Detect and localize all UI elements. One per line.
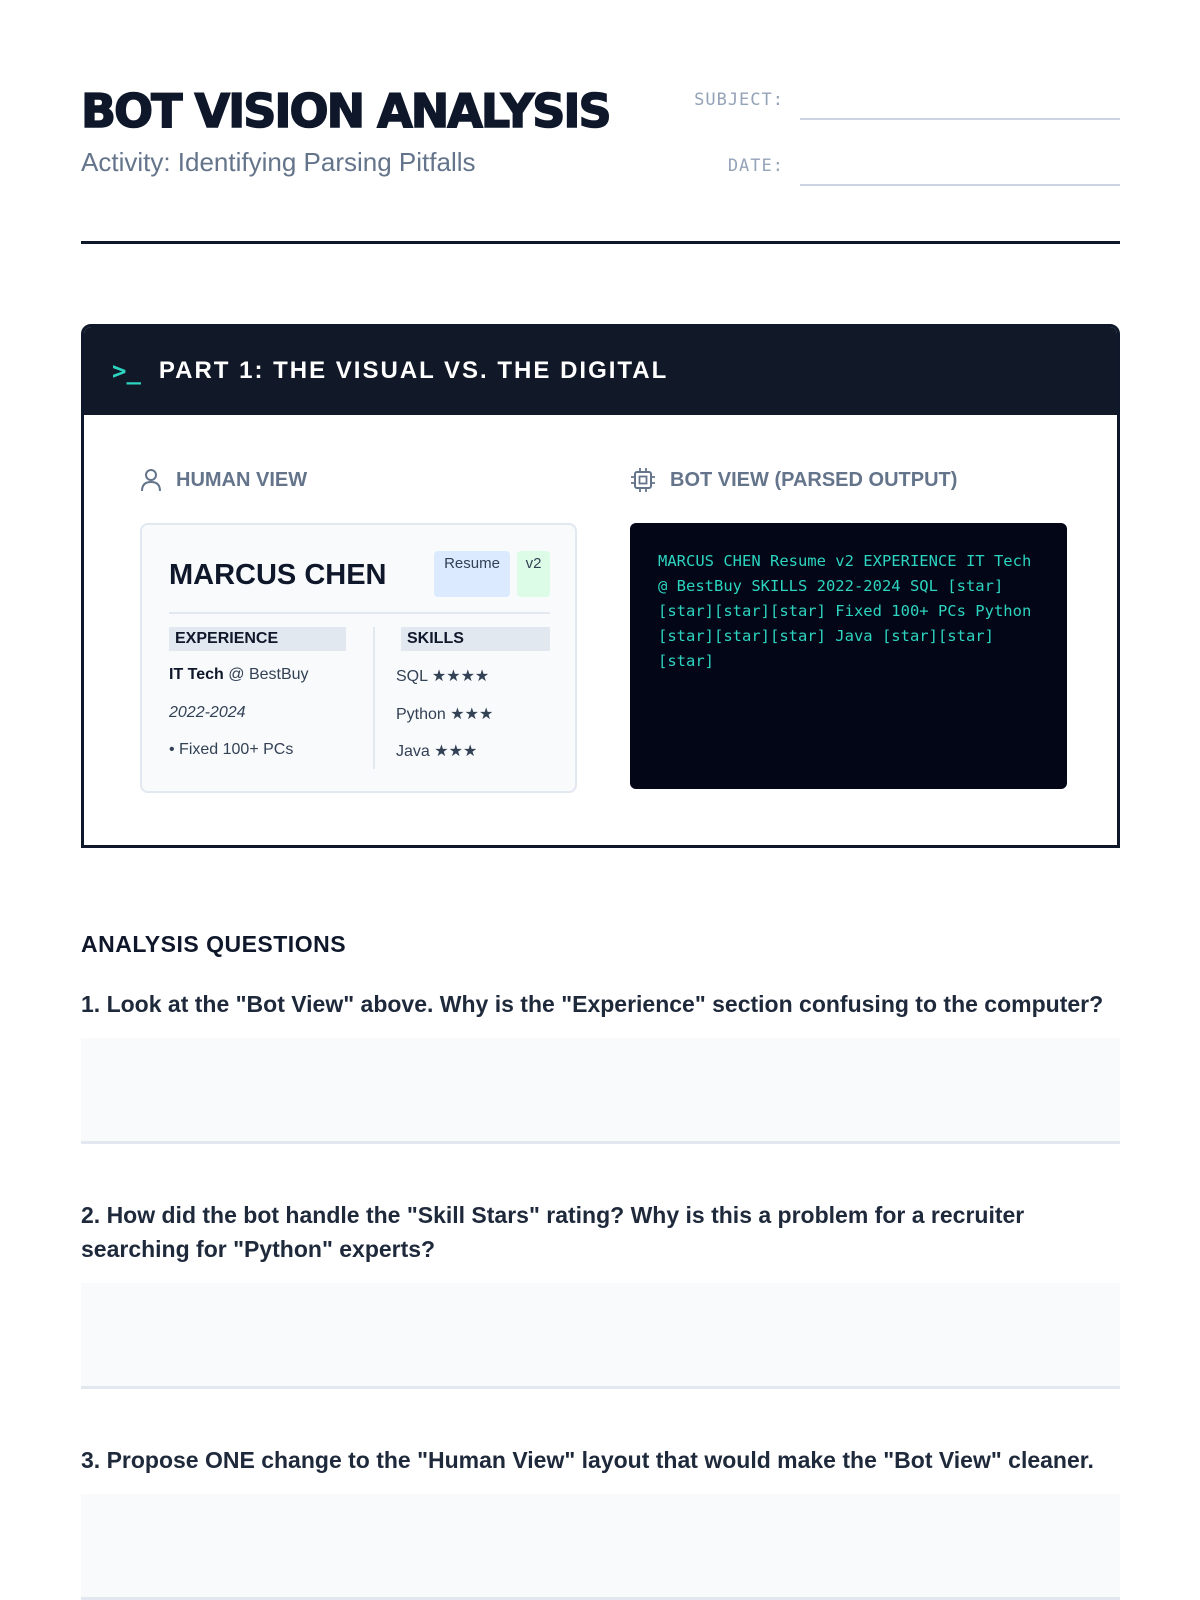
- job-bullet: • Fixed 100+ PCs: [169, 741, 294, 758]
- panel-header: [84, 327, 1117, 415]
- skill-stars: ★★★: [434, 743, 478, 760]
- resume-tag: Resume: [434, 551, 510, 597]
- parsed-output-text: MARCUS CHEN Resume v2 EXPERIENCE IT Tech @ BestBuy SKILLS 2022-2024 SQL [star][star][star][star] Fixed 100+ PCs Python [star][star][star] Java [star][star][star]: [658, 552, 1041, 670]
- bot-output-terminal: [630, 523, 1067, 789]
- human-view-label: [140, 467, 307, 493]
- question-1: 1. Look at the "Bot View" above. Why is the "Experience" section confusing to the computer?: [81, 991, 1104, 1017]
- analysis-section: [81, 931, 1120, 1600]
- bot-view-label: [630, 467, 957, 493]
- version-tag: v2: [517, 551, 550, 597]
- human-view-text: HUMAN VIEW: [176, 468, 308, 491]
- experience-heading: EXPERIENCE: [169, 627, 346, 651]
- job-title: IT Tech: [169, 666, 224, 683]
- worksheet-header: [81, 80, 1120, 244]
- resume-card: [140, 523, 577, 793]
- user-icon: [140, 467, 162, 493]
- cpu-icon: [630, 467, 656, 493]
- bot-view-text: BOT VIEW (PARSED OUTPUT): [670, 468, 958, 491]
- question-3: 3. Propose ONE change to the "Human View" layout that would make the "Bot View" cleaner.: [81, 1447, 1094, 1473]
- job-dates-text: 2022-2024: [169, 704, 246, 721]
- question-2: 2. How did the bot handle the "Skill Stars" rating? Why is this a problem for a recruiter searching for "Python" experts?: [81, 1202, 1025, 1262]
- date-row: [674, 152, 1120, 186]
- skill-stars: ★★★: [450, 706, 494, 723]
- job-line: [169, 666, 309, 684]
- answer-box-2[interactable]: [81, 1283, 1120, 1389]
- column-divider: [373, 627, 375, 769]
- job-dates: [169, 704, 246, 722]
- skill-item: [396, 666, 489, 686]
- skill-item: [396, 741, 477, 761]
- date-label: DATE:: [727, 156, 784, 176]
- answer-box-3[interactable]: [81, 1494, 1120, 1600]
- resume-divider: [169, 612, 550, 614]
- worksheet-title: BOT VISION ANALYSIS: [81, 84, 610, 138]
- skill-item: [396, 704, 493, 724]
- resume-name: MARCUS CHEN: [169, 559, 387, 591]
- skills-heading: SKILLS: [401, 627, 550, 651]
- skill-name: SQL: [396, 668, 428, 685]
- skill-name: Python: [396, 706, 446, 723]
- date-field[interactable]: [800, 152, 1120, 186]
- skill-name: Java: [396, 743, 430, 760]
- part1-panel: [81, 324, 1120, 848]
- subject-row: [674, 86, 1120, 120]
- subject-field[interactable]: [800, 86, 1120, 120]
- analysis-heading: ANALYSIS QUESTIONS: [81, 931, 347, 957]
- answer-box-1[interactable]: [81, 1038, 1120, 1144]
- worksheet-subtitle: Activity: Identifying Parsing Pitfalls: [81, 147, 476, 177]
- panel-title: PART 1: THE VISUAL VS. THE DIGITAL: [158, 357, 669, 384]
- employer: @ BestBuy: [223, 666, 309, 683]
- subject-label: SUBJECT:: [694, 90, 784, 110]
- skill-stars: ★★★★: [431, 668, 490, 685]
- terminal-prompt-icon: >_: [112, 357, 141, 385]
